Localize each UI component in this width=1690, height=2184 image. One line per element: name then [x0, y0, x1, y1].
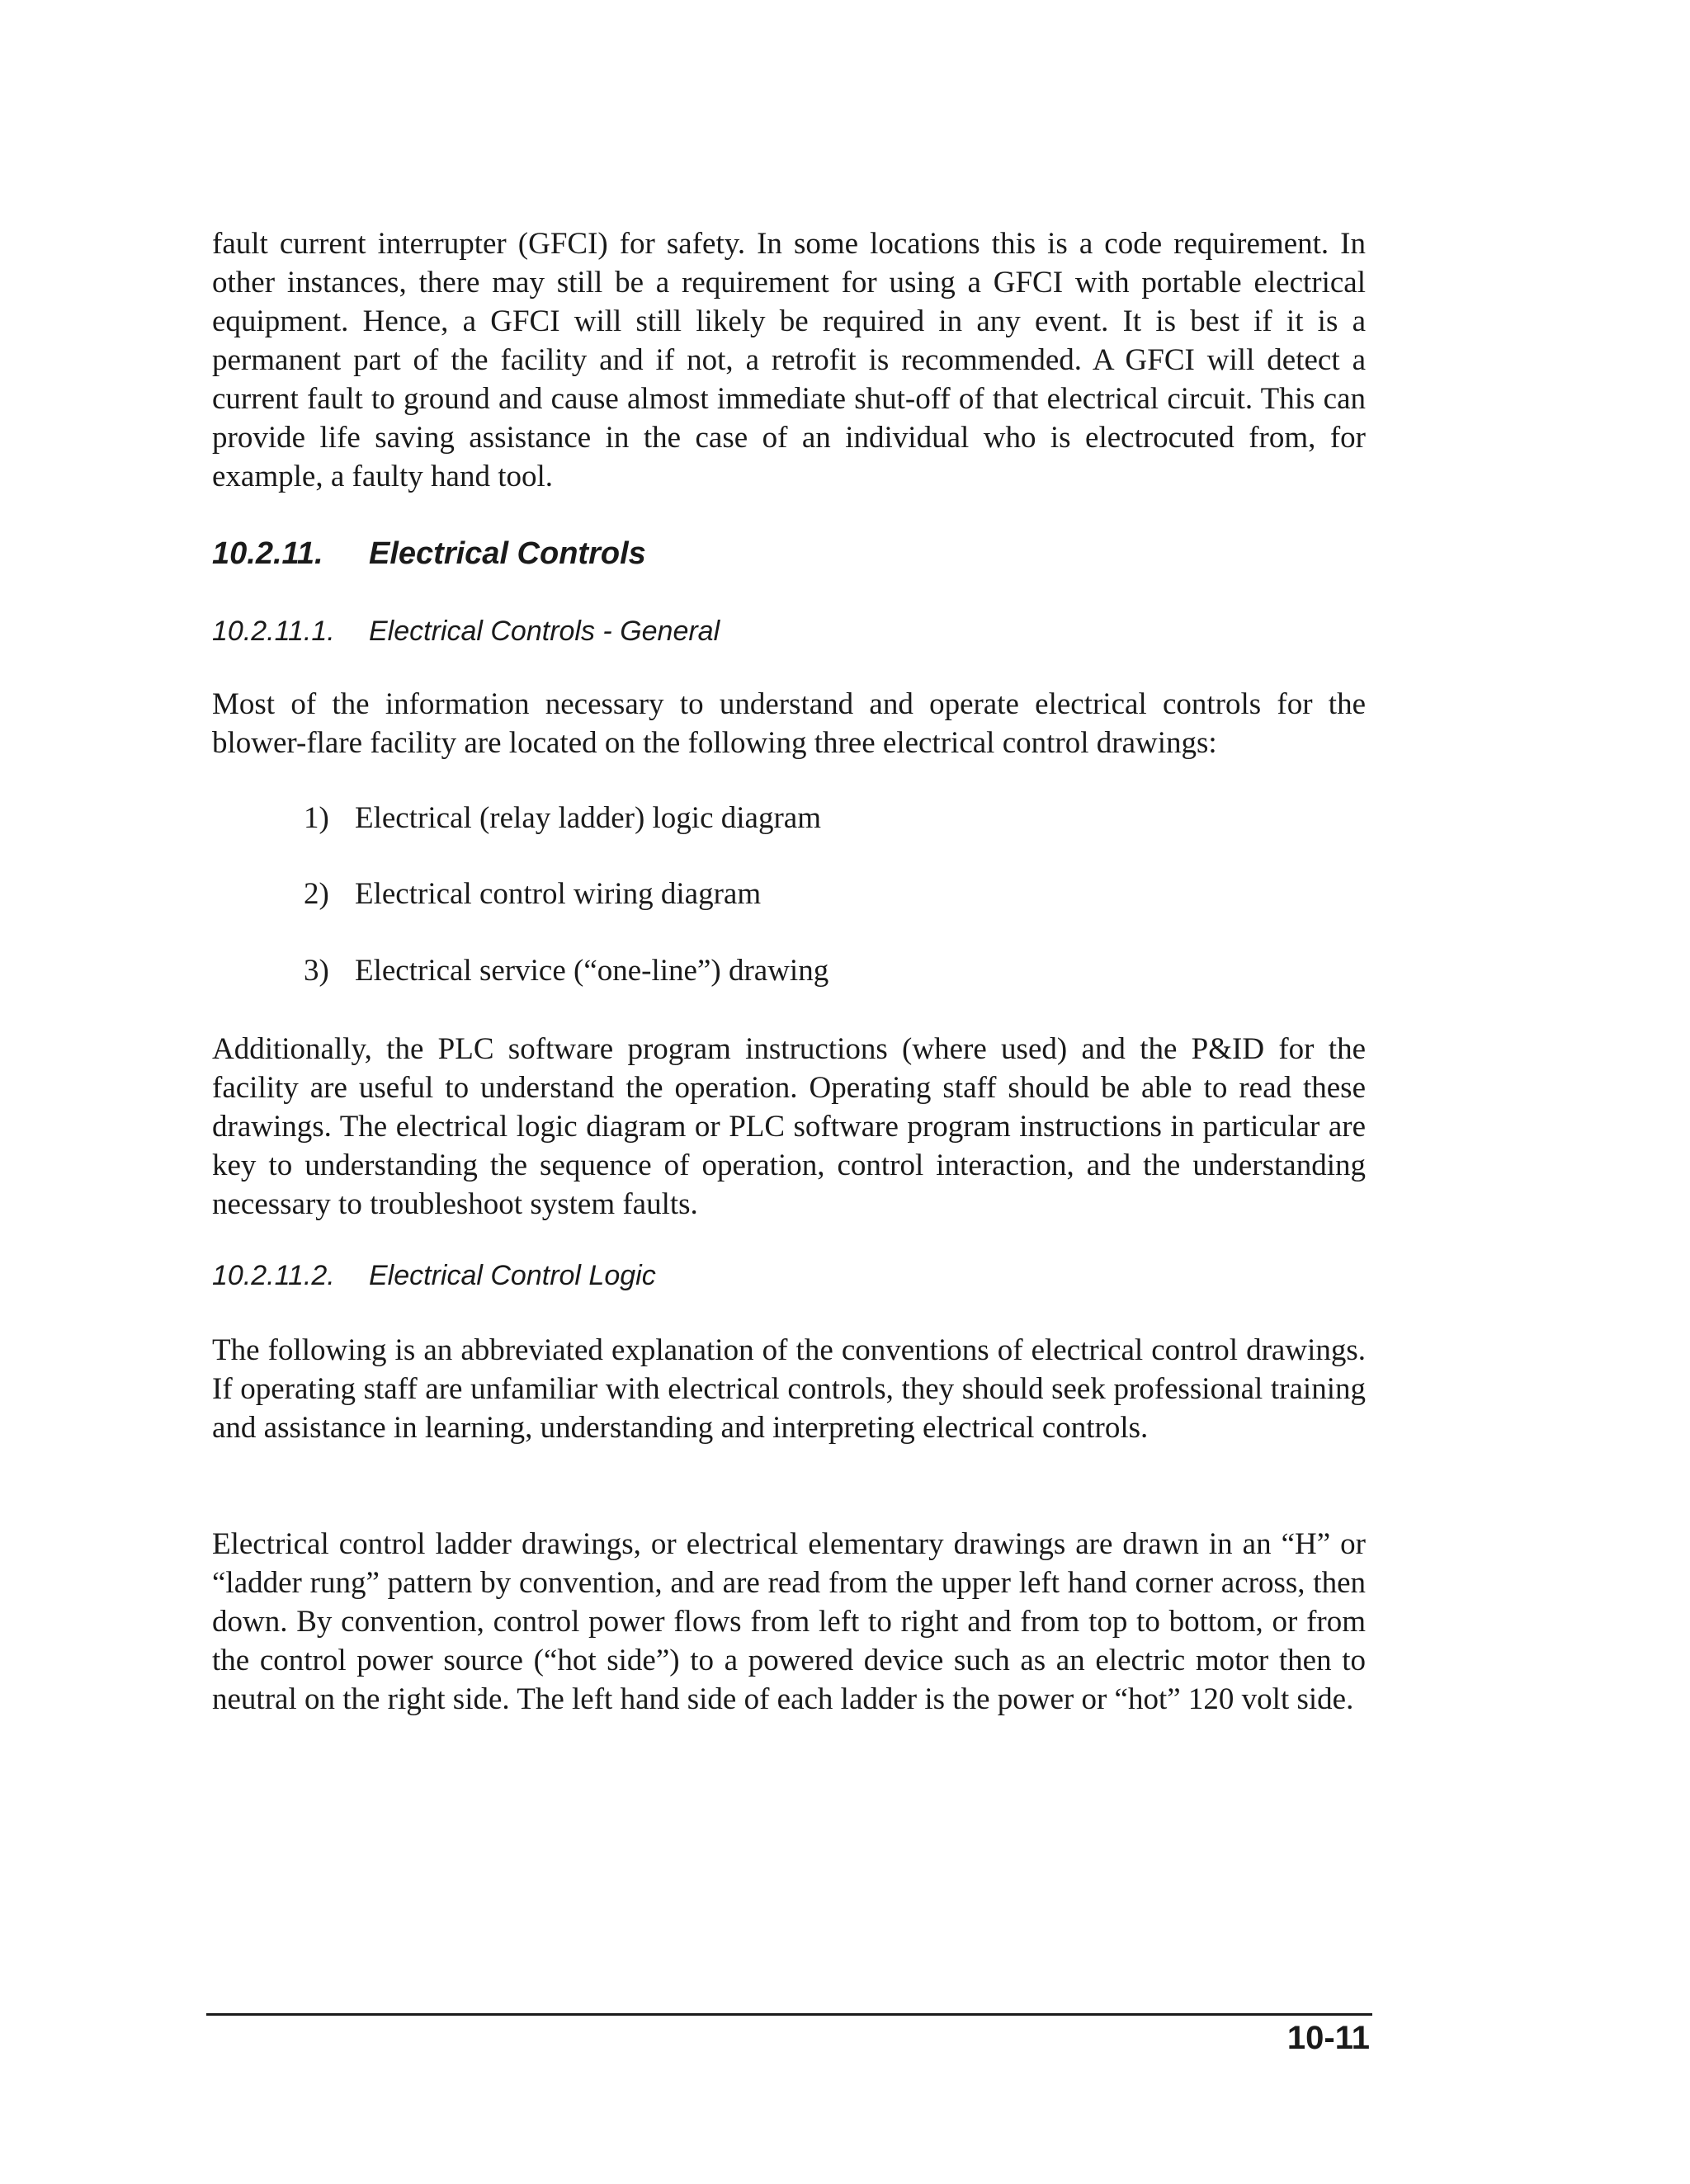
list-item	[304, 799, 821, 837]
intro-paragraph: fault current interrupter (GFCI) for safety. In some locations this is a code requirement. In other instances, there may still be a requirement for using a GFCI with portable electrical equipment. Hence, a GFCI will still likely be required in any event. It is best if it is a permanent part of the facility and if not, a retrofit is recommended. A GFCI will detect a current fault to ground and cause almost immediate shut-off of that electrical circuit. This can provide life saving assistance in the case of an individual who is electrocuted from, for example, a faulty hand tool.	[212, 227, 1366, 493]
subsection-2-title: Electrical Control Logic	[369, 1260, 656, 1291]
footer-rule	[206, 2013, 1372, 2016]
section-heading	[212, 536, 646, 572]
list-item	[304, 951, 828, 990]
subsection-1-title: Electrical Controls - General	[369, 616, 720, 647]
subsection-2-paragraph-2: Electrical control ladder drawings, or electrical elementary drawings are drawn in an “H” or “ladder rung” pattern by convention, and are read from the upper left hand corner across, then down. By convention, control power flows from left to right and from top to bottom, or from the control power source (“hot side”) to a powered device such as an electric motor then to neutral on the right side. The left hand side of each ladder is the power or “hot” 120 volt side.	[212, 1527, 1366, 1716]
page-number: 10-11	[1286, 2020, 1370, 2056]
section-title: Electrical Controls	[369, 536, 646, 571]
subsection-1-paragraph: Most of the information necessary to understand and operate electrical controls for the blower-flare facility are located on the following three electrical control drawings:	[212, 687, 1366, 760]
list-marker: 3)	[304, 954, 329, 988]
list-item	[304, 875, 761, 913]
section-number: 10.2.11.	[212, 536, 323, 571]
subsection-2-paragraph: The following is an abbreviated explanation of the conventions of electrical control drawings. If operating staff are unfamiliar with electrical controls, they should seek professional training and assistance in learning, understanding and interpreting electrical controls.	[212, 1333, 1366, 1445]
subsection-2-heading	[212, 1260, 656, 1292]
subsection-1-heading	[212, 616, 720, 648]
subsection-1-number: 10.2.11.1.	[212, 616, 335, 647]
list-item-text: Electrical control wiring diagram	[355, 877, 762, 911]
list-marker: 2)	[304, 877, 329, 911]
subsection-2-number: 10.2.11.2.	[212, 1260, 335, 1291]
list-marker: 1)	[304, 801, 329, 835]
subsection-1-paragraph-2: Additionally, the PLC software program instructions (where used) and the P&ID for the facility are useful to understand the operation. Operating staff should be able to read these drawings. The electrical logic diagram or PLC software program instructions in particular are key to understanding the sequence of operation, control interaction, and the understanding necessary to troubleshoot system faults.	[212, 1032, 1366, 1221]
list-item-text: Electrical (relay ladder) logic diagram	[355, 801, 821, 835]
list-item-text: Electrical service (“one-line”) drawing	[355, 954, 829, 988]
